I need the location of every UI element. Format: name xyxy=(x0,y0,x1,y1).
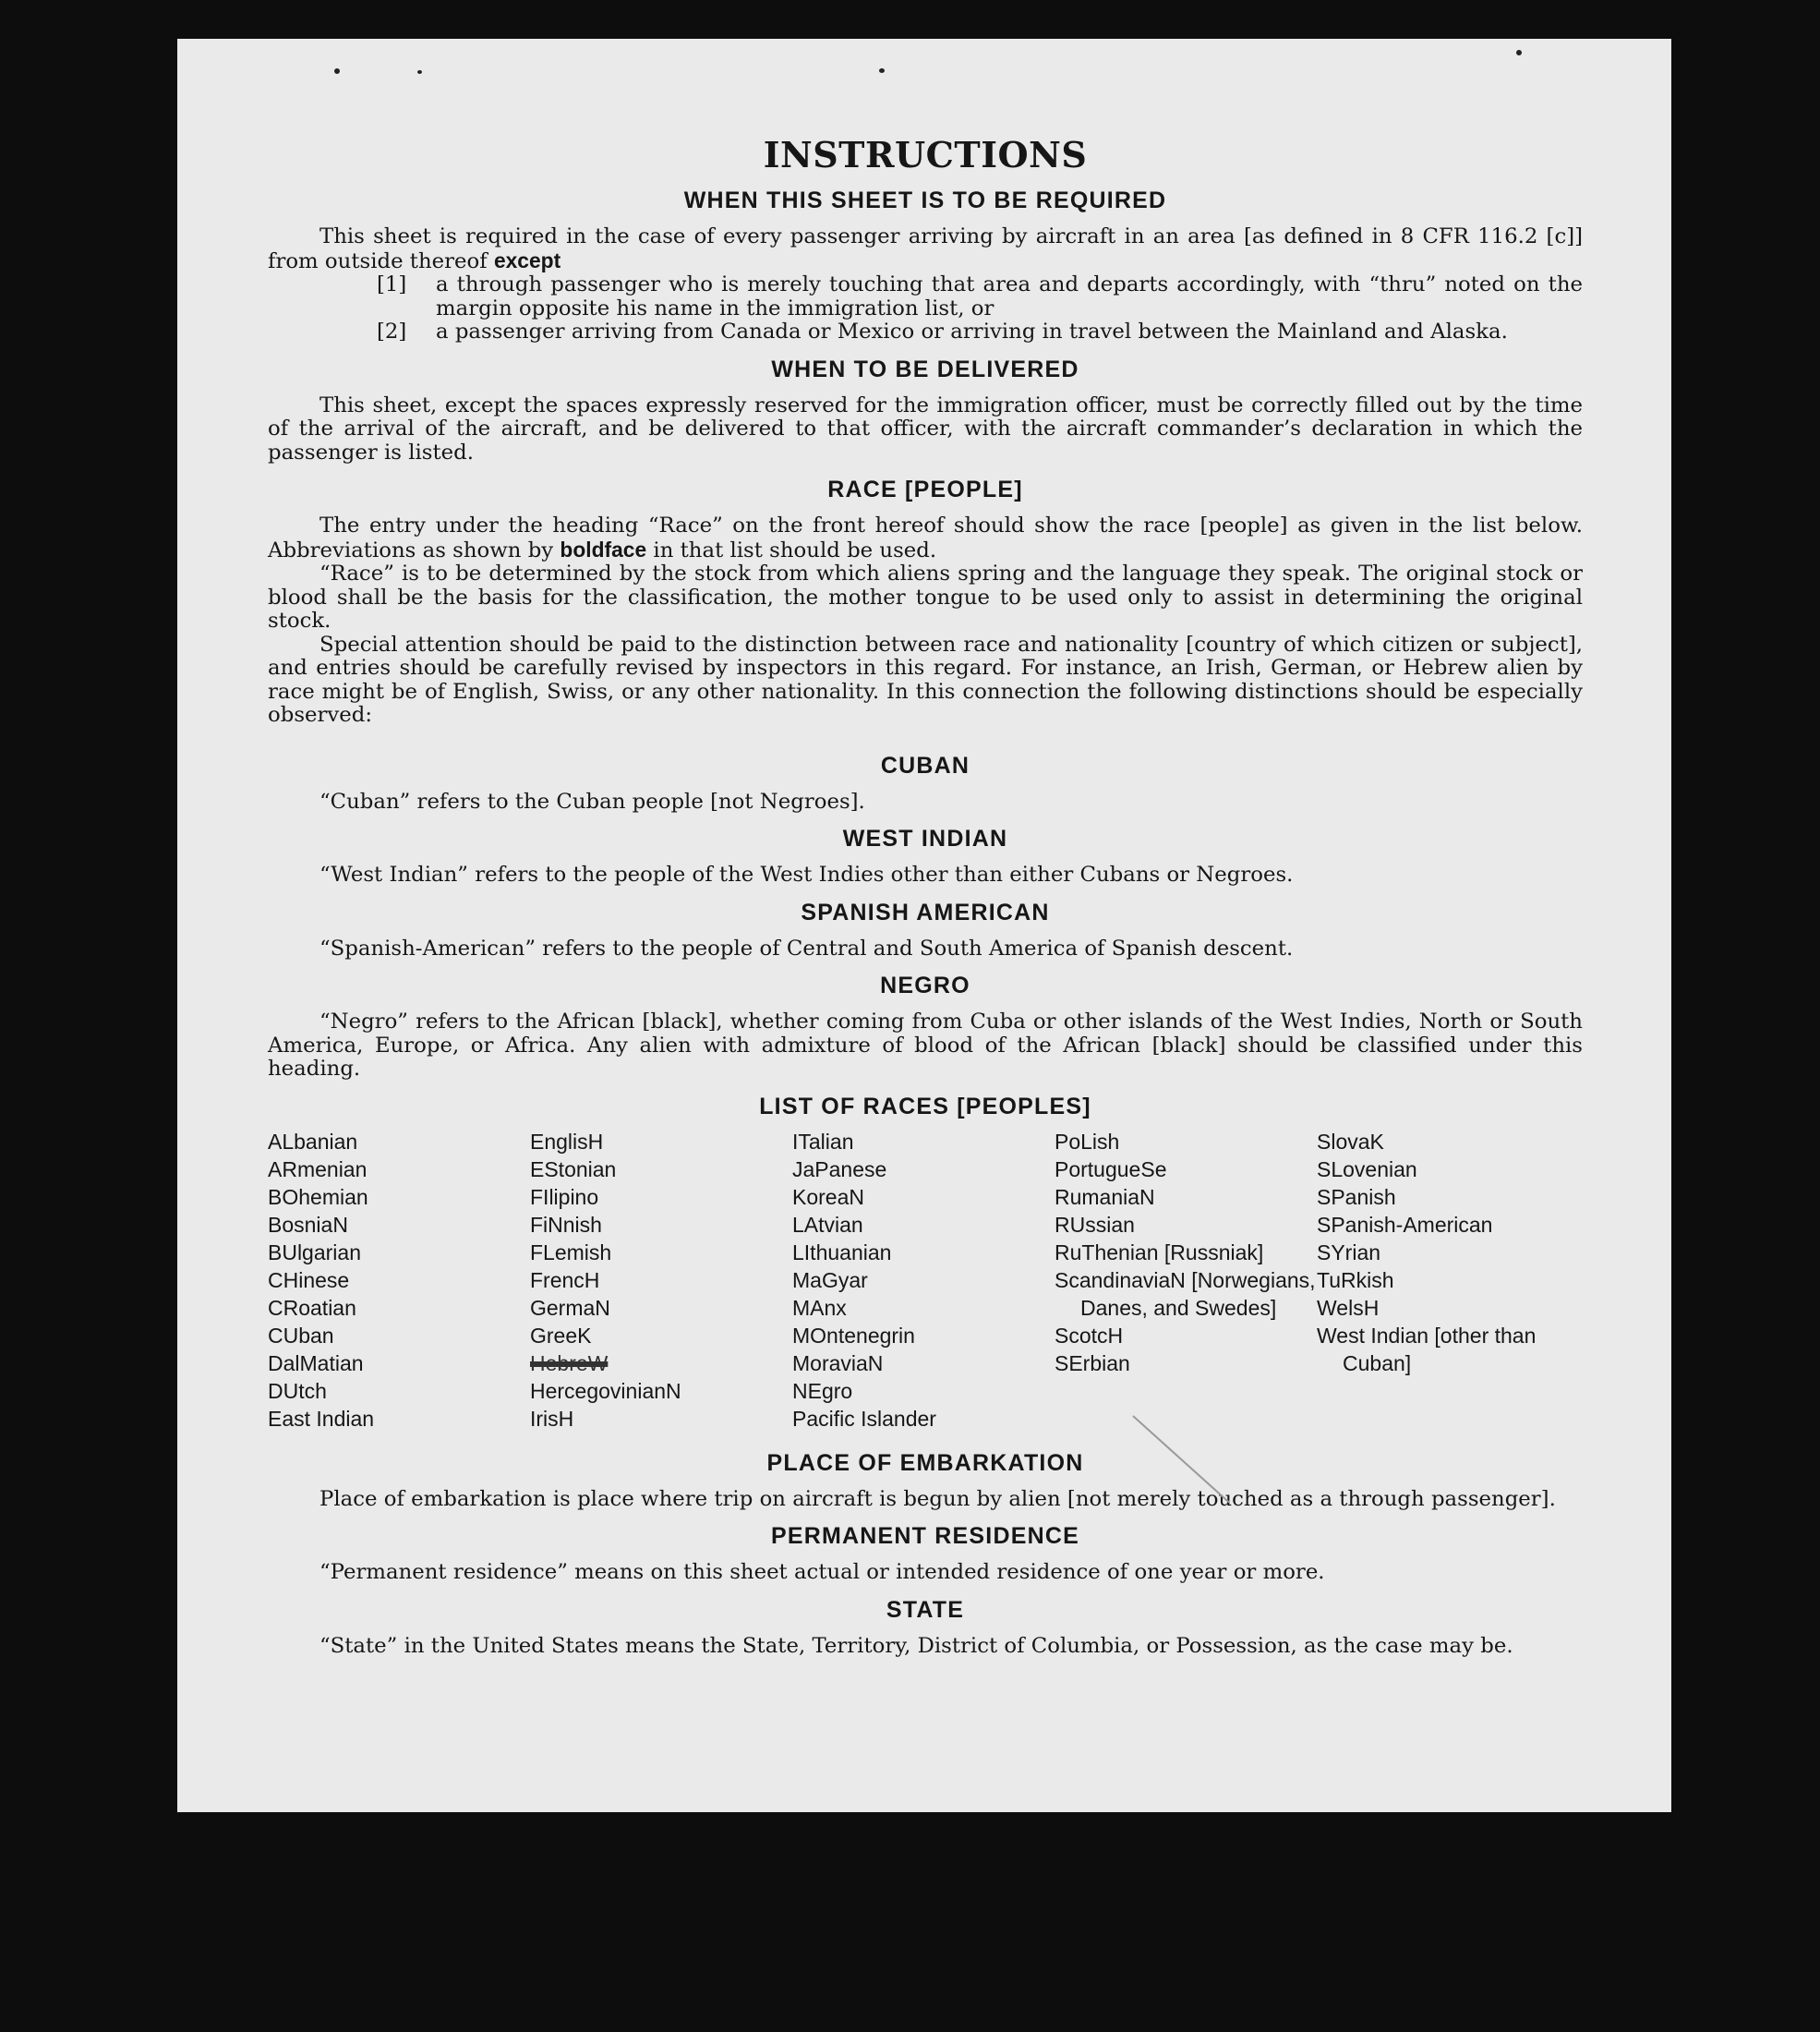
race-item: MoraviaN xyxy=(792,1350,884,1375)
embarkation-text: Place of embarkation is place where trip on aircraft is begun by alien [not merely touched as a through passenger]. xyxy=(319,1486,1556,1511)
spanish-american-text: “Spanish-American” refers to the people of Central and South America of Spanish descent. xyxy=(319,936,1294,961)
races-column-5 xyxy=(1317,1128,1579,1433)
race-item: SErbian xyxy=(1055,1350,1130,1375)
race-item: CUban xyxy=(268,1323,334,1348)
race-item: IrisH xyxy=(530,1406,574,1431)
race-item: SYrian xyxy=(1317,1240,1381,1264)
heading-spanish-american: SPANISH AMERICAN xyxy=(801,899,1050,925)
race-paragraph-2: “Race” is to be determined by the stock from which aliens spring and the language they speak. The original stock or blood shall be the basis for the classification, the mother tongue to be used only to assist in determining the original stock. xyxy=(268,562,1583,633)
west-indian-text: “West Indian” refers to the people of the West Indies other than either Cubans or Negroes. xyxy=(319,863,1294,887)
race-item: East Indian xyxy=(268,1406,375,1431)
race-item: ARmenian xyxy=(268,1156,368,1181)
race-item: NEgro xyxy=(792,1378,853,1403)
races-column-1 xyxy=(268,1128,530,1433)
race-item: SLovenian xyxy=(1317,1156,1417,1181)
race-item: CHinese xyxy=(268,1267,350,1292)
race-item: PoLish xyxy=(1055,1129,1120,1154)
race-item: HercegovinianN xyxy=(530,1378,681,1403)
heading-state: STATE xyxy=(886,1596,965,1623)
heading-negro: NEGRO xyxy=(880,973,970,998)
heading-embarkation: PLACE OF EMBARKATION xyxy=(766,1449,1084,1476)
race-item: MAnx xyxy=(792,1295,847,1320)
race-item: FrencH xyxy=(530,1267,600,1292)
residence-text: “Permanent residence” means on this sheet actual or intended residence of one year or more. xyxy=(319,1560,1325,1584)
race-item: RuThenian [Russniak] xyxy=(1055,1240,1264,1264)
delivered-text: This sheet, except the spaces expressly reserved for the immigration officer, must be correctly filled out by the time of the arrival of the aircraft, and be delivered to that officer, with the aircraft commander’s declaration in which the passenger is listed. xyxy=(268,393,1583,465)
race-item: DalMatian xyxy=(268,1350,364,1375)
race-item: RUssian xyxy=(1055,1212,1135,1237)
heading-permanent-residence: PERMANENT RESIDENCE xyxy=(771,1523,1079,1549)
required-intro-bold: except xyxy=(493,248,561,272)
race-item: WelsH xyxy=(1317,1295,1380,1320)
race-item: BOhemian xyxy=(268,1184,368,1209)
race-item: TuRkish xyxy=(1317,1267,1394,1292)
race-item: EnglisH xyxy=(530,1129,604,1154)
race-p1-text: The entry under the heading “Race” on the front hereof should show the race [people] as given in the list below. Abbreviations as shown by xyxy=(268,514,1583,562)
races-list xyxy=(268,1128,1583,1433)
race-item: KoreaN xyxy=(792,1184,864,1209)
race-item: SPanish xyxy=(1317,1184,1396,1209)
race-p1-bold: boldface xyxy=(560,537,647,562)
race-item: West Indian [other than Cuban] xyxy=(1317,1323,1537,1375)
heading-cuban: CUBAN xyxy=(880,752,970,779)
race-item: FLemish xyxy=(530,1240,612,1264)
exception-item-2-text: a passenger arriving from Canada or Mexico or arriving in travel between the Mainland and Alaska. xyxy=(436,320,1508,344)
race-p1-end: in that list should be used. xyxy=(646,538,937,562)
races-column-2 xyxy=(530,1128,792,1433)
races-column-3 xyxy=(792,1128,1055,1433)
races-column-4 xyxy=(1055,1128,1317,1433)
race-paragraph-3: Special attention should be paid to the distinction between race and nationality [country of which citizen or subject], and entries should be carefully revised by inspectors in this regard. For instance, an Irish, German, or Hebrew alien by race might be of English, Swiss, or any other nationality. In this connection the following distinctions should be especially observed: xyxy=(268,632,1583,727)
heading-list-of-races: LIST OF RACES [PEOPLES] xyxy=(759,1093,1091,1119)
race-item: CRoatian xyxy=(268,1295,356,1320)
exception-item-1-text: a through passenger who is merely touching that area and departs accordingly, with “thru” noted on the margin opposite his name in the immigration list, or xyxy=(436,272,1583,321)
race-item: Pacific Islander xyxy=(792,1406,936,1431)
exception-item-2-number: [2] xyxy=(377,320,407,344)
race-item: PortugueSe xyxy=(1055,1156,1167,1181)
exception-item-1 xyxy=(377,273,1583,321)
race-item: GermaN xyxy=(530,1295,610,1320)
exception-item-2 xyxy=(377,321,1583,345)
race-item: ScotcH xyxy=(1055,1323,1124,1348)
race-item: LAtvian xyxy=(792,1212,863,1237)
race-item: SPanish-American xyxy=(1317,1212,1493,1237)
race-item: LIthuanian xyxy=(792,1240,892,1264)
race-item: BosniaN xyxy=(268,1212,348,1237)
race-item: RumaniaN xyxy=(1055,1184,1155,1209)
race-item: ScandinaviaN [Norwegians, Danes, and Swedes] xyxy=(1055,1267,1316,1320)
race-item: ALbanian xyxy=(268,1129,358,1154)
race-item: DUtch xyxy=(268,1378,327,1403)
scan-speck xyxy=(879,68,885,73)
scan-speck xyxy=(334,68,340,74)
race-item: ITalian xyxy=(792,1129,854,1154)
race-item: MOntenegrin xyxy=(792,1323,915,1348)
heading-when-delivered: WHEN TO BE DELIVERED xyxy=(771,356,1079,382)
heading-when-required: WHEN THIS SHEET IS TO BE REQUIRED xyxy=(683,187,1167,213)
race-item: GreeK xyxy=(530,1323,592,1348)
race-item-struck: HebreW xyxy=(530,1350,609,1375)
required-intro xyxy=(268,225,1583,273)
race-item: BUlgarian xyxy=(268,1240,361,1264)
instruction-sheet xyxy=(177,39,1671,1812)
exception-item-1-number: [1] xyxy=(377,272,407,296)
heading-race: RACE [PEOPLE] xyxy=(827,477,1023,502)
state-text: “State” in the United States means the State, Territory, District of Columbia, or Possession, as the case may be. xyxy=(319,1633,1513,1658)
race-item: FIlipino xyxy=(530,1184,599,1209)
negro-text: “Negro” refers to the African [black], whether coming from Cuba or other islands of the West Indies, North or South America, Europe, or Africa. Any alien with admixture of blood of the African [black] should be classified under this heading. xyxy=(268,1010,1583,1081)
race-item: SlovaK xyxy=(1317,1129,1384,1154)
race-item: FiNnish xyxy=(530,1212,602,1237)
heading-west-indian: WEST INDIAN xyxy=(842,826,1008,852)
race-item: JaPanese xyxy=(792,1156,887,1181)
race-item: MaGyar xyxy=(792,1267,868,1292)
race-item: EStonian xyxy=(530,1156,617,1181)
race-paragraph-1 xyxy=(268,514,1583,562)
page-title: INSTRUCTIONS xyxy=(763,134,1088,175)
scan-speck xyxy=(417,70,422,74)
required-intro-text: This sheet is required in the case of every passenger arriving by aircraft in an area [as defined in 8 CFR 116.2 [c]] from outside thereof xyxy=(268,224,1583,273)
cuban-text: “Cuban” refers to the Cuban people [not Negroes]. xyxy=(319,789,865,814)
scan-speck xyxy=(1516,50,1522,55)
